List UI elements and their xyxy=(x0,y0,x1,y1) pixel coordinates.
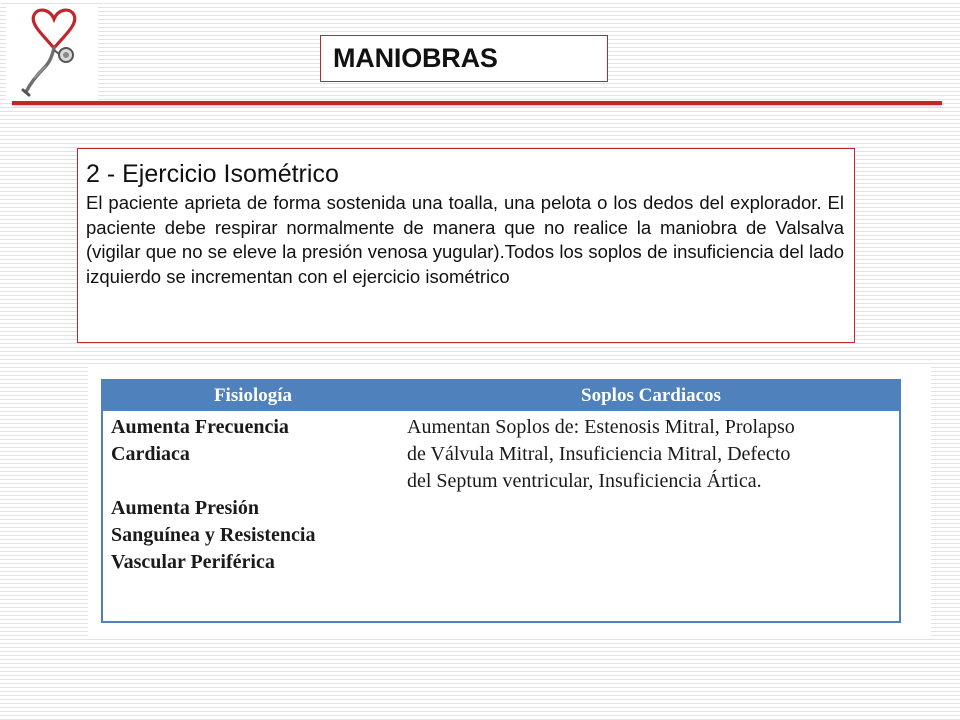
table-image xyxy=(88,364,931,638)
fisiologia-cell xyxy=(103,414,405,576)
table-header-row xyxy=(103,381,899,411)
soplos-line: del Septum ventricular, Insuficiencia Ártica. xyxy=(407,470,762,492)
physiology-table xyxy=(101,379,901,623)
fisiologia-line: Cardiaca xyxy=(111,443,190,465)
logo xyxy=(6,4,98,100)
section-body: El paciente aprieta de forma sostenida una toalla, una pelota o los dedos del explorador. El paciente debe respirar normalmente de manera que no realice la maniobra de Valsalva (vigilar que no se eleve la presión venosa yugular).Todos los soplos de insuficiencia del lado izquierdo se incrementan con el ejercicio isométrico xyxy=(86,192,844,287)
soplos-line: de Válvula Mitral, Insuficiencia Mitral, Defecto xyxy=(407,443,791,465)
header-fisiologia: Fisiología xyxy=(213,385,293,406)
soplos-cell xyxy=(405,414,899,576)
fisiologia-line: Sanguínea y Resistencia xyxy=(111,524,316,546)
section-heading: 2 - Ejercicio Isométrico xyxy=(86,160,339,188)
title-divider xyxy=(12,101,942,105)
fisiologia-line: Aumenta Presión xyxy=(111,497,259,519)
fisiologia-line: Vascular Periférica xyxy=(111,551,275,573)
title-box xyxy=(320,35,608,82)
page-title: MANIOBRAS xyxy=(333,43,498,73)
table-row xyxy=(103,411,899,576)
stethoscope-heart-icon xyxy=(6,4,98,100)
soplos-line: Aumentan Soplos de: Estenosis Mitral, Prolapso xyxy=(407,416,795,438)
content-box xyxy=(77,148,855,343)
fisiologia-line: Aumenta Frecuencia xyxy=(111,416,289,438)
header-soplos: Soplos Cardiacos xyxy=(581,385,721,406)
